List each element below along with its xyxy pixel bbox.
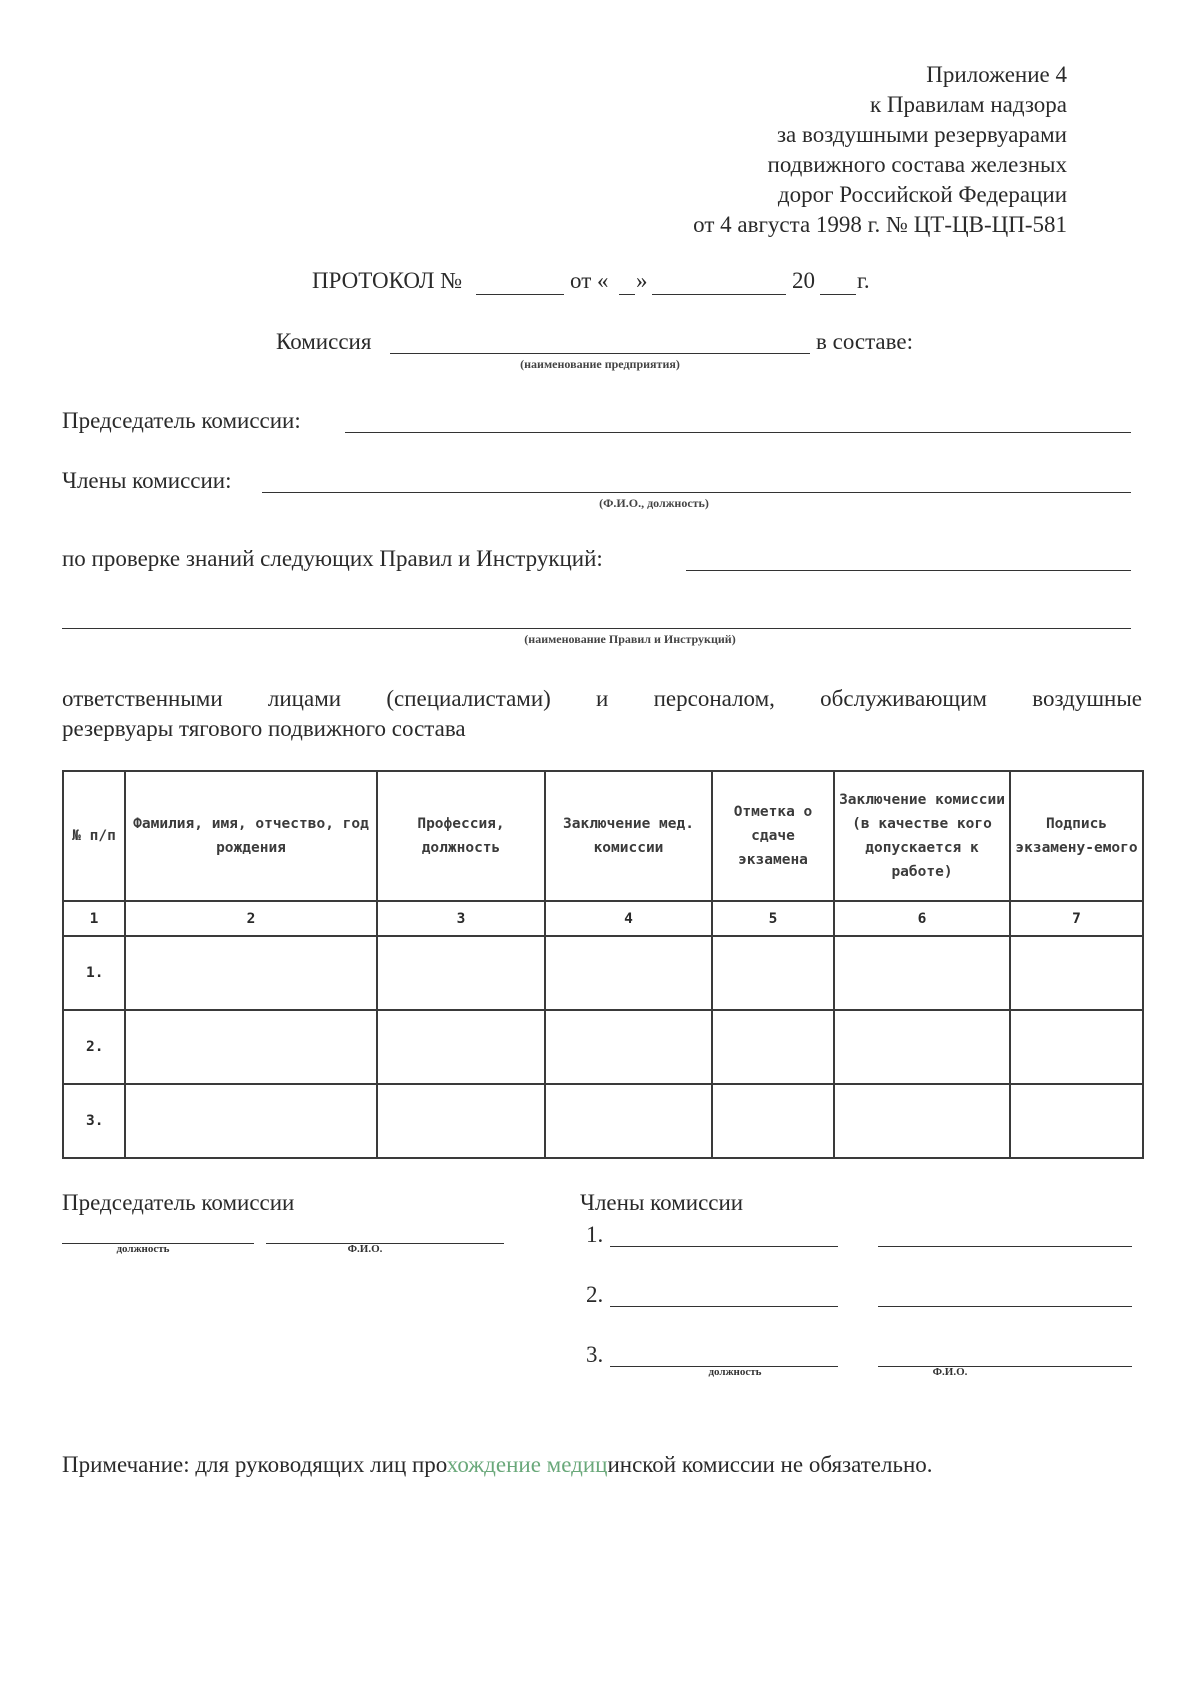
appendix-line: к Правилам надзора [869,92,1067,117]
row-number: 3. [63,1084,125,1158]
table-cell[interactable] [125,1010,377,1084]
member-name-field[interactable] [878,1246,1132,1247]
column-header: Профессия, должность [377,771,545,901]
responsible-line-1: ответственными лицами (специалистами) и персоналом, обслуживающим воздушные [62,686,1142,711]
rules-field[interactable] [686,570,1131,571]
row-number: 2. [63,1010,125,1084]
column-header: № п/п [63,771,125,901]
table-cell[interactable] [1010,1010,1143,1084]
table-column-numbers [63,901,1143,936]
appendix-line: дорог Российской Федерации [777,182,1067,207]
table-cell[interactable] [1010,936,1143,1010]
protocol-number-field[interactable] [476,294,564,295]
table-cell[interactable] [712,1010,834,1084]
appendix-line: подвижного состава железных [767,152,1067,177]
appendix-line: от 4 августа 1998 г. № ЦТ-ЦВ-ЦП-581 [693,212,1067,237]
table-cell[interactable] [712,936,834,1010]
exam-table [62,770,1144,1159]
column-header: Отметка о сдаче экзамена [712,771,834,901]
rules-label: по проверке знаний следующих Правил и Инструкций: [62,546,603,571]
table-cell[interactable] [125,1084,377,1158]
signature-members-label: Члены комиссии [580,1190,744,1215]
column-header: Заключение комиссии (в качестве кого допускается к работе) [834,771,1010,901]
members-label: Члены комиссии: [62,468,232,493]
table-cell[interactable] [834,1084,1010,1158]
appendix-line: за воздушными резервуарами [776,122,1067,147]
commission-caption: (наименование предприятия) [520,357,680,371]
chairman-label: Председатель комиссии: [62,408,301,433]
column-number: 7 [1010,901,1143,936]
table-cell[interactable] [1010,1084,1143,1158]
protocol-year-suffix: г. [857,268,870,293]
column-number: 1 [63,901,125,936]
protocol-month-field[interactable] [652,294,786,295]
protocol-quote-close: » [636,268,648,293]
member-name-field[interactable] [878,1366,1132,1367]
table-cell[interactable] [377,1084,545,1158]
protocol-year-field[interactable] [820,294,856,295]
signature-chairman-label: Председатель комиссии [62,1190,295,1215]
column-header: Фамилия, имя, отчество, год рождения [125,771,377,901]
member-position-field[interactable] [610,1246,838,1247]
column-number: 2 [125,901,377,936]
position-caption: должность [708,1366,762,1378]
row-number: 1. [63,936,125,1010]
name-caption: Ф.И.О. [932,1366,968,1378]
rules-caption: (наименование Правил и Инструкций) [524,632,736,646]
protocol-prefix: ПРОТОКОЛ № [312,268,463,293]
member-name-field[interactable] [878,1306,1132,1307]
commission-label: Комиссия [276,329,372,354]
commission-enterprise-field[interactable] [390,353,810,354]
commission-suffix: в составе: [816,329,913,354]
member-number: 2. [586,1282,604,1307]
table-cell[interactable] [545,1010,712,1084]
table-cell[interactable] [712,1084,834,1158]
table-cell[interactable] [377,936,545,1010]
table-header-row [63,771,1143,901]
table-cell[interactable] [834,1010,1010,1084]
name-caption: Ф.И.О. [347,1243,383,1255]
column-header: Подпись экзамену-емого [1010,771,1143,901]
rules-field-continued[interactable] [62,628,1131,629]
column-number: 4 [545,901,712,936]
table-row [63,936,1143,1010]
column-number: 5 [712,901,834,936]
position-caption: должность [116,1243,170,1255]
column-header: Заключение мед. комиссии [545,771,712,901]
protocol-day-field[interactable] [619,294,635,295]
footnote-text-end: инской комиссии не обязательно. [607,1452,933,1477]
appendix-header [693,60,1067,240]
column-number: 6 [834,901,1010,936]
footnote-text-start: Примечание: для руководящих лиц про [62,1452,447,1477]
member-number: 1. [586,1222,604,1247]
table-cell[interactable] [834,936,1010,1010]
column-number: 3 [377,901,545,936]
chairman-field[interactable] [345,432,1131,433]
members-caption: (Ф.И.О., должность) [599,496,709,510]
table-row [63,1084,1143,1158]
responsible-line-2: резервуары тягового подвижного состава [62,716,466,741]
table-cell[interactable] [545,1084,712,1158]
footnote [62,1452,933,1478]
protocol-year-prefix: 20 [792,268,815,293]
protocol-from: от « [570,268,609,293]
table-row [63,1010,1143,1084]
footnote-text-watermarked: хождение медиц [446,1452,608,1477]
chairman-name-field[interactable] [266,1243,504,1244]
members-field[interactable] [262,492,1131,493]
member-number: 3. [586,1342,604,1367]
member-position-field[interactable] [610,1306,838,1307]
table-cell[interactable] [545,936,712,1010]
table-cell[interactable] [377,1010,545,1084]
appendix-line: Приложение 4 [926,62,1067,87]
table-cell[interactable] [125,936,377,1010]
